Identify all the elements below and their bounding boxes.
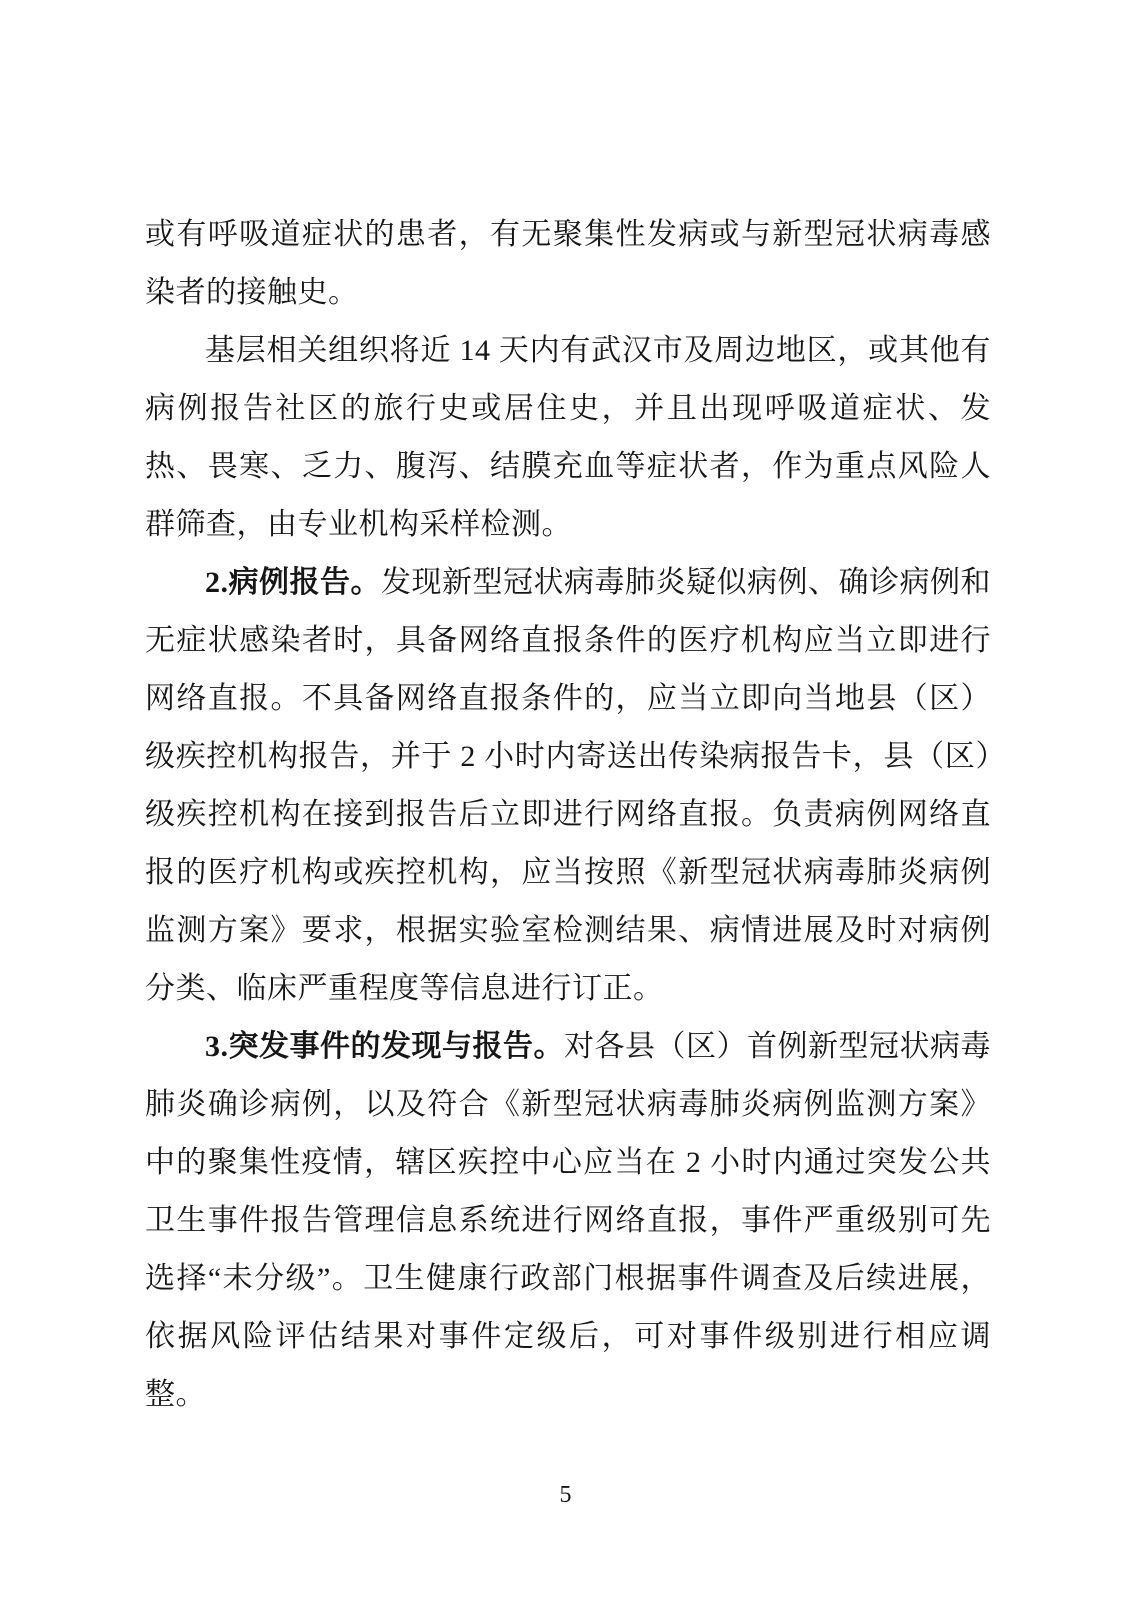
paragraph [145,1018,991,1424]
paragraph-text: 发现新型冠状病毒肺炎疑似病例、确诊病例和无症状感染者时，具备网络直报条件的医疗机构应当立即进行网络直报。不具备网络直报条件的，应当立即向当地县（区）级疾控机构报告，并于 2 小时内寄送出传染病报告卡，县（区）级疾控机构在接到报告后立即进行网络直报。负责病例网络直报的医疗机构或疾控机构，应当按照《新型冠状病毒肺炎病例监测方案》要求，根据实验室检测结果、病情进展及时对病例分类、临床严重程度等信息进行订正。 [145,566,991,1005]
paragraph [145,554,991,1018]
paragraph-text: 或有呼吸道症状的患者，有无聚集性发病或与新型冠状病毒感染者的接触史。 [145,218,991,309]
paragraph-text: 对各县（区）首例新型冠状病毒肺炎确诊病例，以及符合《新型冠状病毒肺炎病例监测方案》中的聚集性疫情，辖区疾控中心应当在 2 小时内通过突发公共卫生事件报告管理信息系统进行网络直报，事件严重级别可先选择“未分级”。卫生健康行政部门根据事件调查及后续进展，依据风险评估结果对事件定级后，可对事件级别进行相应调整。 [145,1030,991,1411]
page-number: 5 [559,1482,572,1508]
paragraph-lead-emergency-report: 3.突发事件的发现与报告。 [205,1030,564,1063]
paragraph [145,206,991,322]
paragraph-lead-case-report: 2.病例报告。 [205,566,381,599]
paragraph [145,322,991,554]
paragraph-text: 基层相关组织将近 14 天内有武汉市及周边地区，或其他有病例报告社区的旅行史或居住史，并且出现呼吸道症状、发热、畏寒、乏力、腹泻、结膜充血等症状者，作为重点风险人群筛查，由专业机构采样检测。 [145,334,991,541]
page-footer [0,1480,1131,1510]
document-body [145,206,991,1424]
